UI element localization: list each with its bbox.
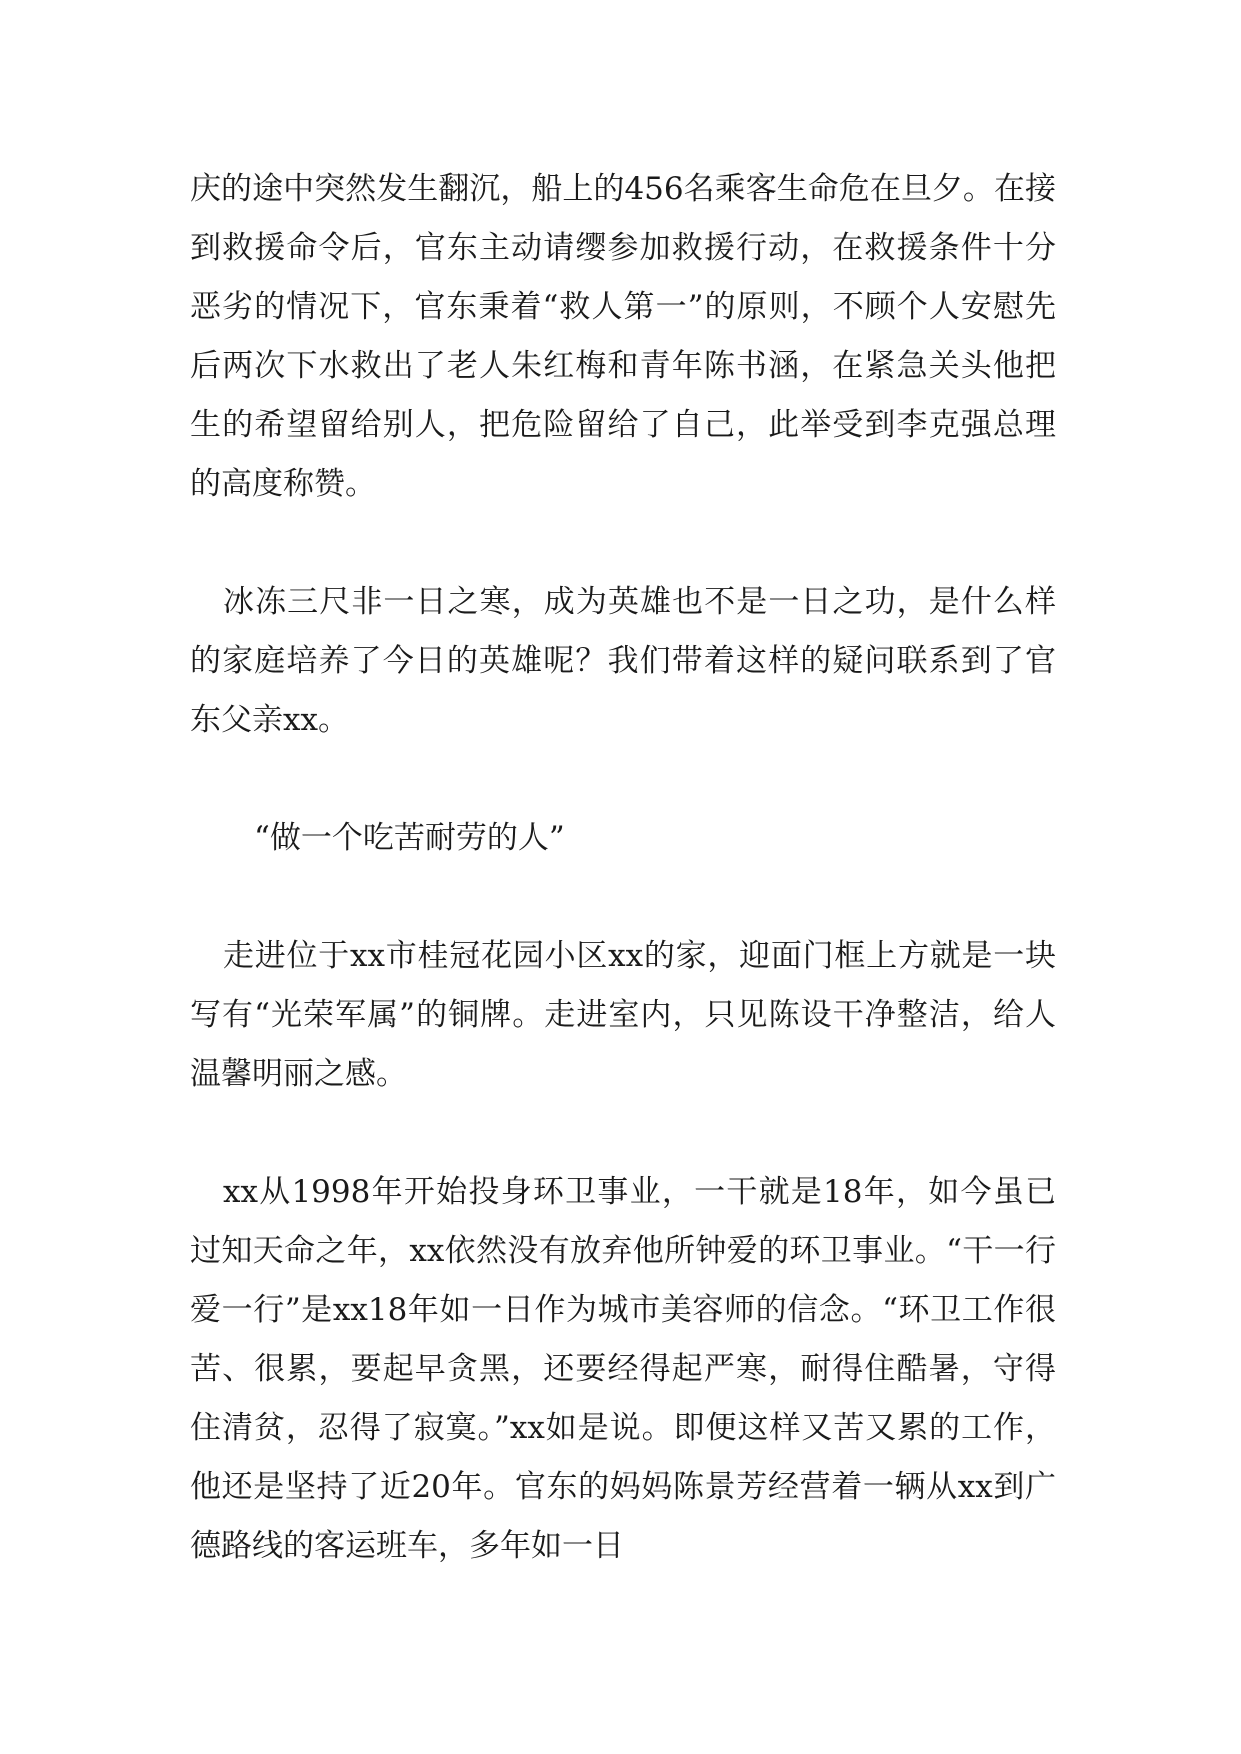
paragraph-rescue-account: 庆的途中突然发生翻沉，船上的456名乘客生命危在旦夕。在接到救援命令后，官东主动请缨参加救援行动，在救援条件十分恶劣的情况下，官东秉着“救人第一”的原则，不顾个人安慰先后两次下水救出了老人朱红梅和青年陈书涵，在紧急关头他把生的希望留给别人，把危险留给了自己，此举受到李克强总理的高度称赞。	[190, 171, 1056, 502]
paragraph-hero-family-question: 冰冻三尺非一日之寒，成为英雄也不是一日之功，是什么样的家庭培养了今日的英雄呢？我们带着这样的疑问联系到了官东父亲xx。	[190, 584, 1056, 738]
section-heading: “做一个吃苦耐劳的人”	[254, 820, 565, 856]
document-body	[190, 160, 1056, 1576]
paragraph-father-career: xx从1998年开始投身环卫事业，一干就是18年，如今虽已过知天命之年，xx依然没有放弃他所钟爱的环卫事业。“干一行爱一行”是xx18年如一日作为城市美容师的信念。“环卫工作很苦、很累，要起早贪黑，还要经得起严寒，耐得住酷暑，守得住清贫，忍得了寂寞。”xx如是说。即便这样又苦又累的工作，他还是坚持了近20年。官东的妈妈陈景芳经营着一辆从xx到广德路线的客运班车，多年如一日	[190, 1174, 1056, 1564]
paragraph-home-visit: 走进位于xx市桂冠花园小区xx的家，迎面门框上方就是一块写有“光荣军属”的铜牌。走进室内，只见陈设干净整洁，给人温馨明丽之感。	[190, 938, 1056, 1092]
